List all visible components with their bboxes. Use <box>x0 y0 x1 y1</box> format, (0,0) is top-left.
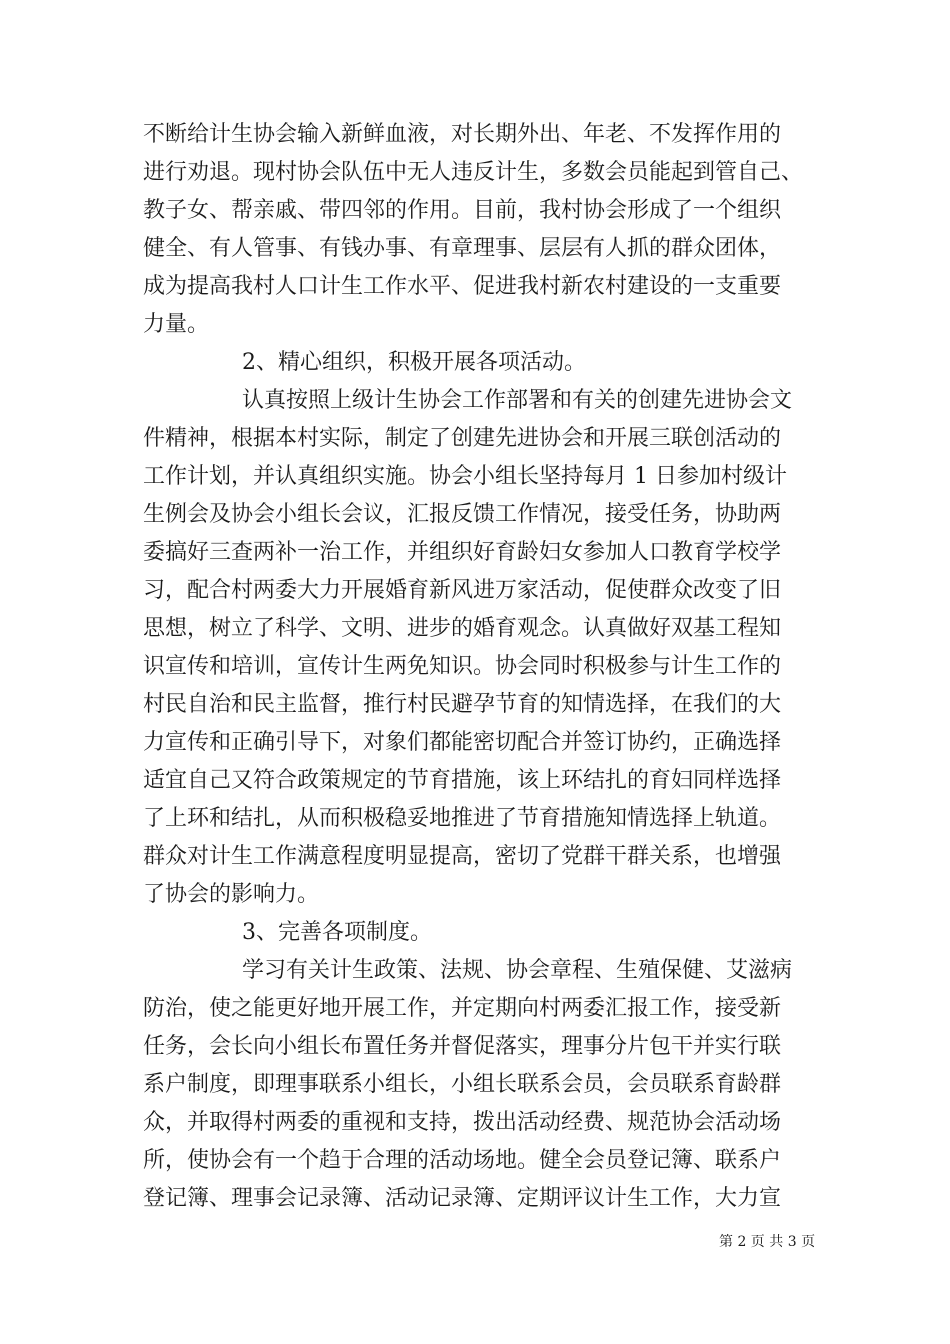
text-line: 学习有关计生政策、法规、协会章程、生殖保健、艾滋病 <box>242 958 793 983</box>
text-line: 识宣传和培训，宣传计生两免知识。协会同时积极参与计生工作的 <box>143 654 782 679</box>
text-line: 委搞好三查两补一治工作，并组织好育龄妇女参加人口教育学校学 <box>143 540 782 565</box>
section-heading: 3、完善各项制度。 <box>242 920 432 945</box>
text-line: 众，并取得村两委的重视和支持，拨出活动经费、规范协会活动场 <box>143 1110 782 1135</box>
text-line: 健全、有人管事、有钱办事、有章理事、层层有人抓的群众团体， <box>143 236 782 261</box>
text-line: 习，配合村两委大力开展婚育新风进万家活动，促使群众改变了旧 <box>143 578 782 603</box>
text-line: 生例会及协会小组长会议，汇报反馈工作情况，接受任务，协助两 <box>143 502 782 527</box>
text-line: 群众对计生工作满意程度明显提高，密切了党群干群关系，也增强 <box>143 844 782 869</box>
text-line: 系户制度，即理事联系小组长，小组长联系会员，会员联系育龄群 <box>143 1072 782 1097</box>
text-line: 成为提高我村人口计生工作水平、促进我村新农村建设的一支重要 <box>143 274 782 299</box>
text-line: 了上环和结扎，从而积极稳妥地推进了节育措施知情选择上轨道。 <box>143 806 782 831</box>
text-line: 进行劝退。现村协会队伍中无人违反计生，多数会员能起到管自己、 <box>143 160 804 185</box>
section-heading: 2、精心组织，积极开展各项活动。 <box>242 350 586 375</box>
text-line: 适宜自己又符合政策规定的节育措施，该上环结扎的育妇同样选择 <box>143 768 782 793</box>
text-line: 认真按照上级计生协会工作部署和有关的创建先进协会文 <box>242 388 793 413</box>
text-line: 思想，树立了科学、文明、进步的婚育观念。认真做好双基工程知 <box>143 616 782 641</box>
text-line: 所，使协会有一个趋于合理的活动场地。健全会员登记簿、联系户 <box>143 1148 782 1173</box>
text-line: 件精神，根据本村实际，制定了创建先进协会和开展三联创活动的 <box>143 426 782 451</box>
text-line: 任务，会长向小组长布置任务并督促落实，理事分片包干并实行联 <box>143 1034 782 1059</box>
page-footer <box>0 1230 950 1254</box>
text-line: 力宣传和正确引导下，对象们都能密切配合并签订协约，正确选择 <box>143 730 782 755</box>
page-number: 第 2 页 共 3 页 <box>719 1234 816 1250</box>
text-line: 力量。 <box>143 312 210 337</box>
text-line: 登记簿、理事会记录簿、活动记录簿、定期评议计生工作，大力宣 <box>143 1186 782 1211</box>
text-line: 不断给计生协会输入新鲜血液，对长期外出、年老、不发挥作用的 <box>143 122 782 147</box>
text-line: 防治，使之能更好地开展工作，并定期向村两委汇报工作，接受新 <box>143 996 782 1021</box>
text-line: 教子女、帮亲戚、带四邻的作用。目前，我村协会形成了一个组织 <box>143 198 782 223</box>
text-line: 了协会的影响力。 <box>143 882 320 907</box>
text-line: 工作计划，并认真组织实施。协会小组长坚持每月 1 日参加村级计 <box>143 464 787 489</box>
text-line: 村民自治和民主监督，推行村民避孕节育的知情选择，在我们的大 <box>143 692 782 717</box>
